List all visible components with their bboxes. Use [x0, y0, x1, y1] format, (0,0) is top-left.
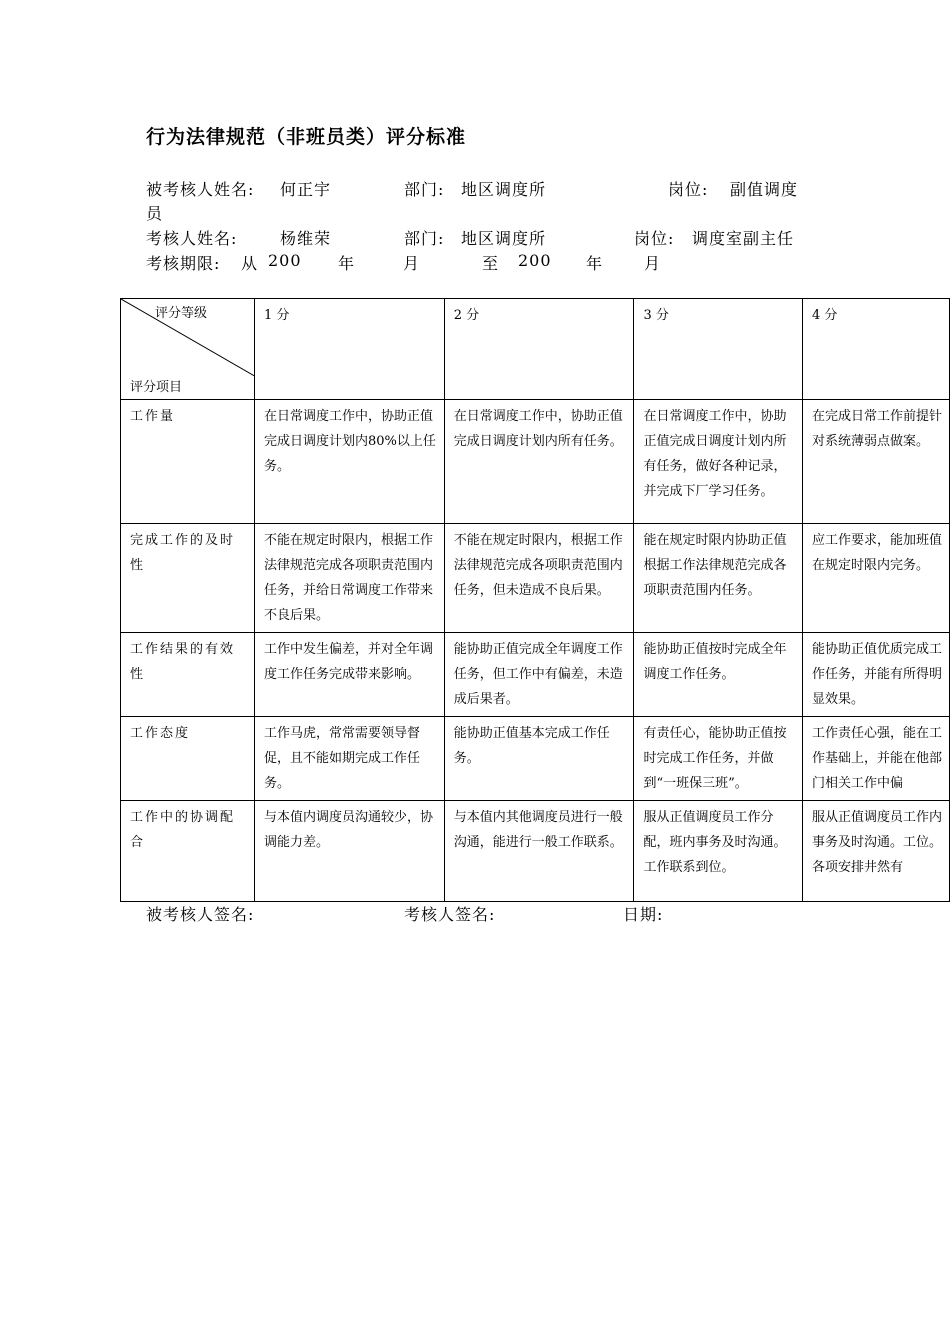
table-row: [121, 801, 950, 902]
table-cell: 能协助正值完成全年调度工作任务，但工作中有偏差，未造成后果者。: [444, 633, 634, 717]
row-label: 工作中的协调配合: [121, 801, 255, 902]
post-label-2: 岗位:: [634, 229, 675, 248]
table-row: [121, 717, 950, 801]
table-cell: 不能在规定时限内，根据工作法律规范完成各项职责范围内任务，并给日常调度工作带来不良后果。: [255, 524, 445, 633]
row-label: 工作量: [121, 400, 255, 524]
table-cell: 工作马虎，常常需要领导督促，且不能如期完成工作任务。: [255, 717, 445, 801]
period-from-label: 从: [241, 254, 259, 273]
header-score-3: 3 分: [634, 299, 803, 400]
dept-label-2: 部门:: [404, 229, 445, 248]
table-cell: 应工作要求，能加班值在规定时限内完务。: [802, 524, 949, 633]
scoring-table: [120, 298, 950, 902]
table-cell: 在日常调度工作中，协助正值完成日调度计划内80%以上任务。: [255, 400, 445, 524]
table-header-row: [121, 299, 950, 400]
table-cell: 工作中发生偏差，并对全年调度工作任务完成带来影响。: [255, 633, 445, 717]
table-cell: 能协助正值按时完成全年调度工作任务。: [634, 633, 803, 717]
header-score-4: 4 分: [802, 299, 949, 400]
row-label: 工作结果的有效性: [121, 633, 255, 717]
table-cell: 服从正值调度员工作内事务及时沟通。工位。各项安排井然有: [802, 801, 949, 902]
table-row: [121, 633, 950, 717]
period-year-from: 200: [268, 251, 302, 270]
period-yue-2: 月: [644, 254, 662, 273]
table-cell: 与本值内其他调度员进行一般沟通，能进行一般工作联系。: [444, 801, 634, 902]
period-label: 考核期限:: [146, 254, 221, 273]
dept-value-2: 地区调度所: [461, 229, 547, 248]
assessee-signature-label: 被考核人签名:: [146, 905, 255, 924]
period-nian-2: 年: [586, 254, 604, 273]
table-cell: 能协助正值基本完成工作任务。: [444, 717, 634, 801]
table-cell: 在日常调度工作中，协助正值完成日调度计划内所有任务。: [444, 400, 634, 524]
table-cell: 有责任心，能协助正值按时完成工作任务，并做到“一班保三班”。: [634, 717, 803, 801]
assessor-label: 考核人姓名:: [146, 229, 238, 248]
table-row: [121, 400, 950, 524]
post-value-1: 副值调度: [730, 180, 799, 199]
table-cell: 在日常调度工作中，协助正值完成日调度计划内所有任务，做好各种记录，并完成下厂学习任务。: [634, 400, 803, 524]
row-label: 完成工作的及时性: [121, 524, 255, 633]
table-row: [121, 524, 950, 633]
table-cell: 能在规定时限内协助正值根据工作法律规范完成各项职责范围内任务。: [634, 524, 803, 633]
post-value-1-wrap: 员: [146, 204, 164, 223]
dept-value-1: 地区调度所: [461, 180, 547, 199]
assessor-name: 杨维荣: [280, 229, 332, 248]
assessee-name: 何正宇: [280, 180, 332, 199]
table-cell: 工作责任心强，能在工作基础上，并能在他部门相关工作中偏: [802, 717, 949, 801]
dept-label-1: 部门:: [404, 180, 445, 199]
corner-top-label: 评分等级: [155, 306, 208, 321]
document-title: 行为法律规范（非班员类）评分标准: [146, 126, 467, 148]
table-cell: 不能在规定时限内，根据工作法律规范完成各项职责范围内任务，但未造成不良后果。: [444, 524, 634, 633]
corner-bottom-label: 评分项目: [130, 380, 183, 395]
header-score-1: 1 分: [255, 299, 445, 400]
corner-header-cell: [121, 299, 255, 400]
table-cell: 服从正值调度员工作分配，班内事务及时沟通。工作联系到位。: [634, 801, 803, 902]
period-year-to: 200: [518, 251, 552, 270]
row-label: 工作态度: [121, 717, 255, 801]
header-score-2: 2 分: [444, 299, 634, 400]
table-cell: 在完成日常工作前提针对系统薄弱点做案。: [802, 400, 949, 524]
period-nian-1: 年: [338, 254, 356, 273]
table-cell: 能协助正值优质完成工作任务，并能有所得明显效果。: [802, 633, 949, 717]
date-label: 日期:: [623, 905, 664, 924]
assessor-signature-label: 考核人签名:: [404, 905, 496, 924]
period-yue-1: 月: [403, 254, 421, 273]
post-label-1: 岗位:: [668, 180, 709, 199]
table-cell: 与本值内调度员沟通较少，协调能力差。: [255, 801, 445, 902]
period-to-label: 至: [482, 254, 500, 273]
post-value-2: 调度室副主任: [692, 229, 795, 248]
assessee-label: 被考核人姓名:: [146, 180, 255, 199]
